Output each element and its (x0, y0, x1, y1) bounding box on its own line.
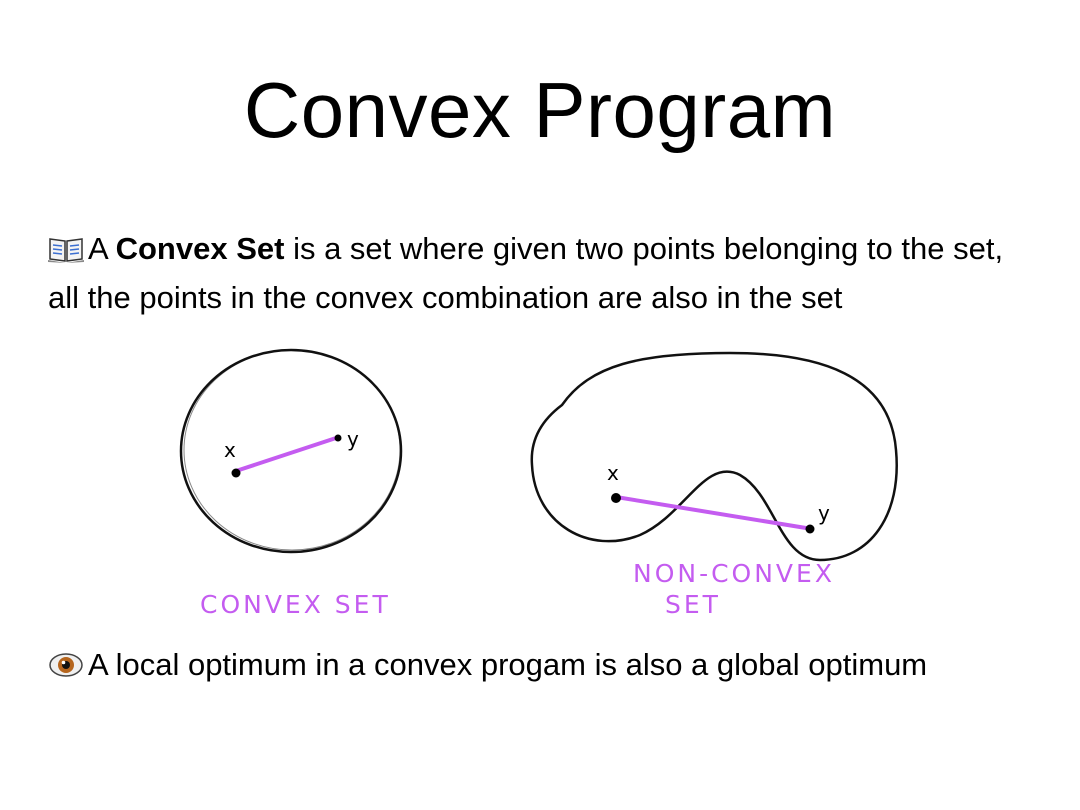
open-book-icon (48, 230, 84, 275)
convex-set-drawing (181, 350, 401, 619)
definition-prefix: A (88, 231, 107, 266)
nonconvex-set-label-line2: SET (665, 590, 721, 619)
nonconvex-set-label-line1: NON-CONVEX (633, 559, 835, 588)
convex-sets-figure (170, 345, 930, 625)
nonconvex-set-drawing (532, 353, 897, 619)
convex-point-x-label: x (224, 438, 236, 462)
definition-paragraph (48, 226, 1038, 320)
definition-text: is a set where given two points belonging to the set, all the points in the convex combination are also in the set (48, 231, 1004, 315)
slide-title: Convex Program (243, 66, 837, 154)
convex-point-y-label: y (347, 427, 359, 451)
definition-term: Convex Set (115, 231, 285, 266)
eye-icon (48, 646, 84, 691)
observation-text: A local optimum in a convex progam is also a global optimum (88, 647, 928, 682)
nonconvex-point-x-label: x (607, 461, 619, 485)
nonconvex-point-y-label: y (818, 501, 830, 525)
convex-set-label: CONVEX SET (200, 590, 391, 619)
observation-paragraph (48, 642, 1038, 691)
